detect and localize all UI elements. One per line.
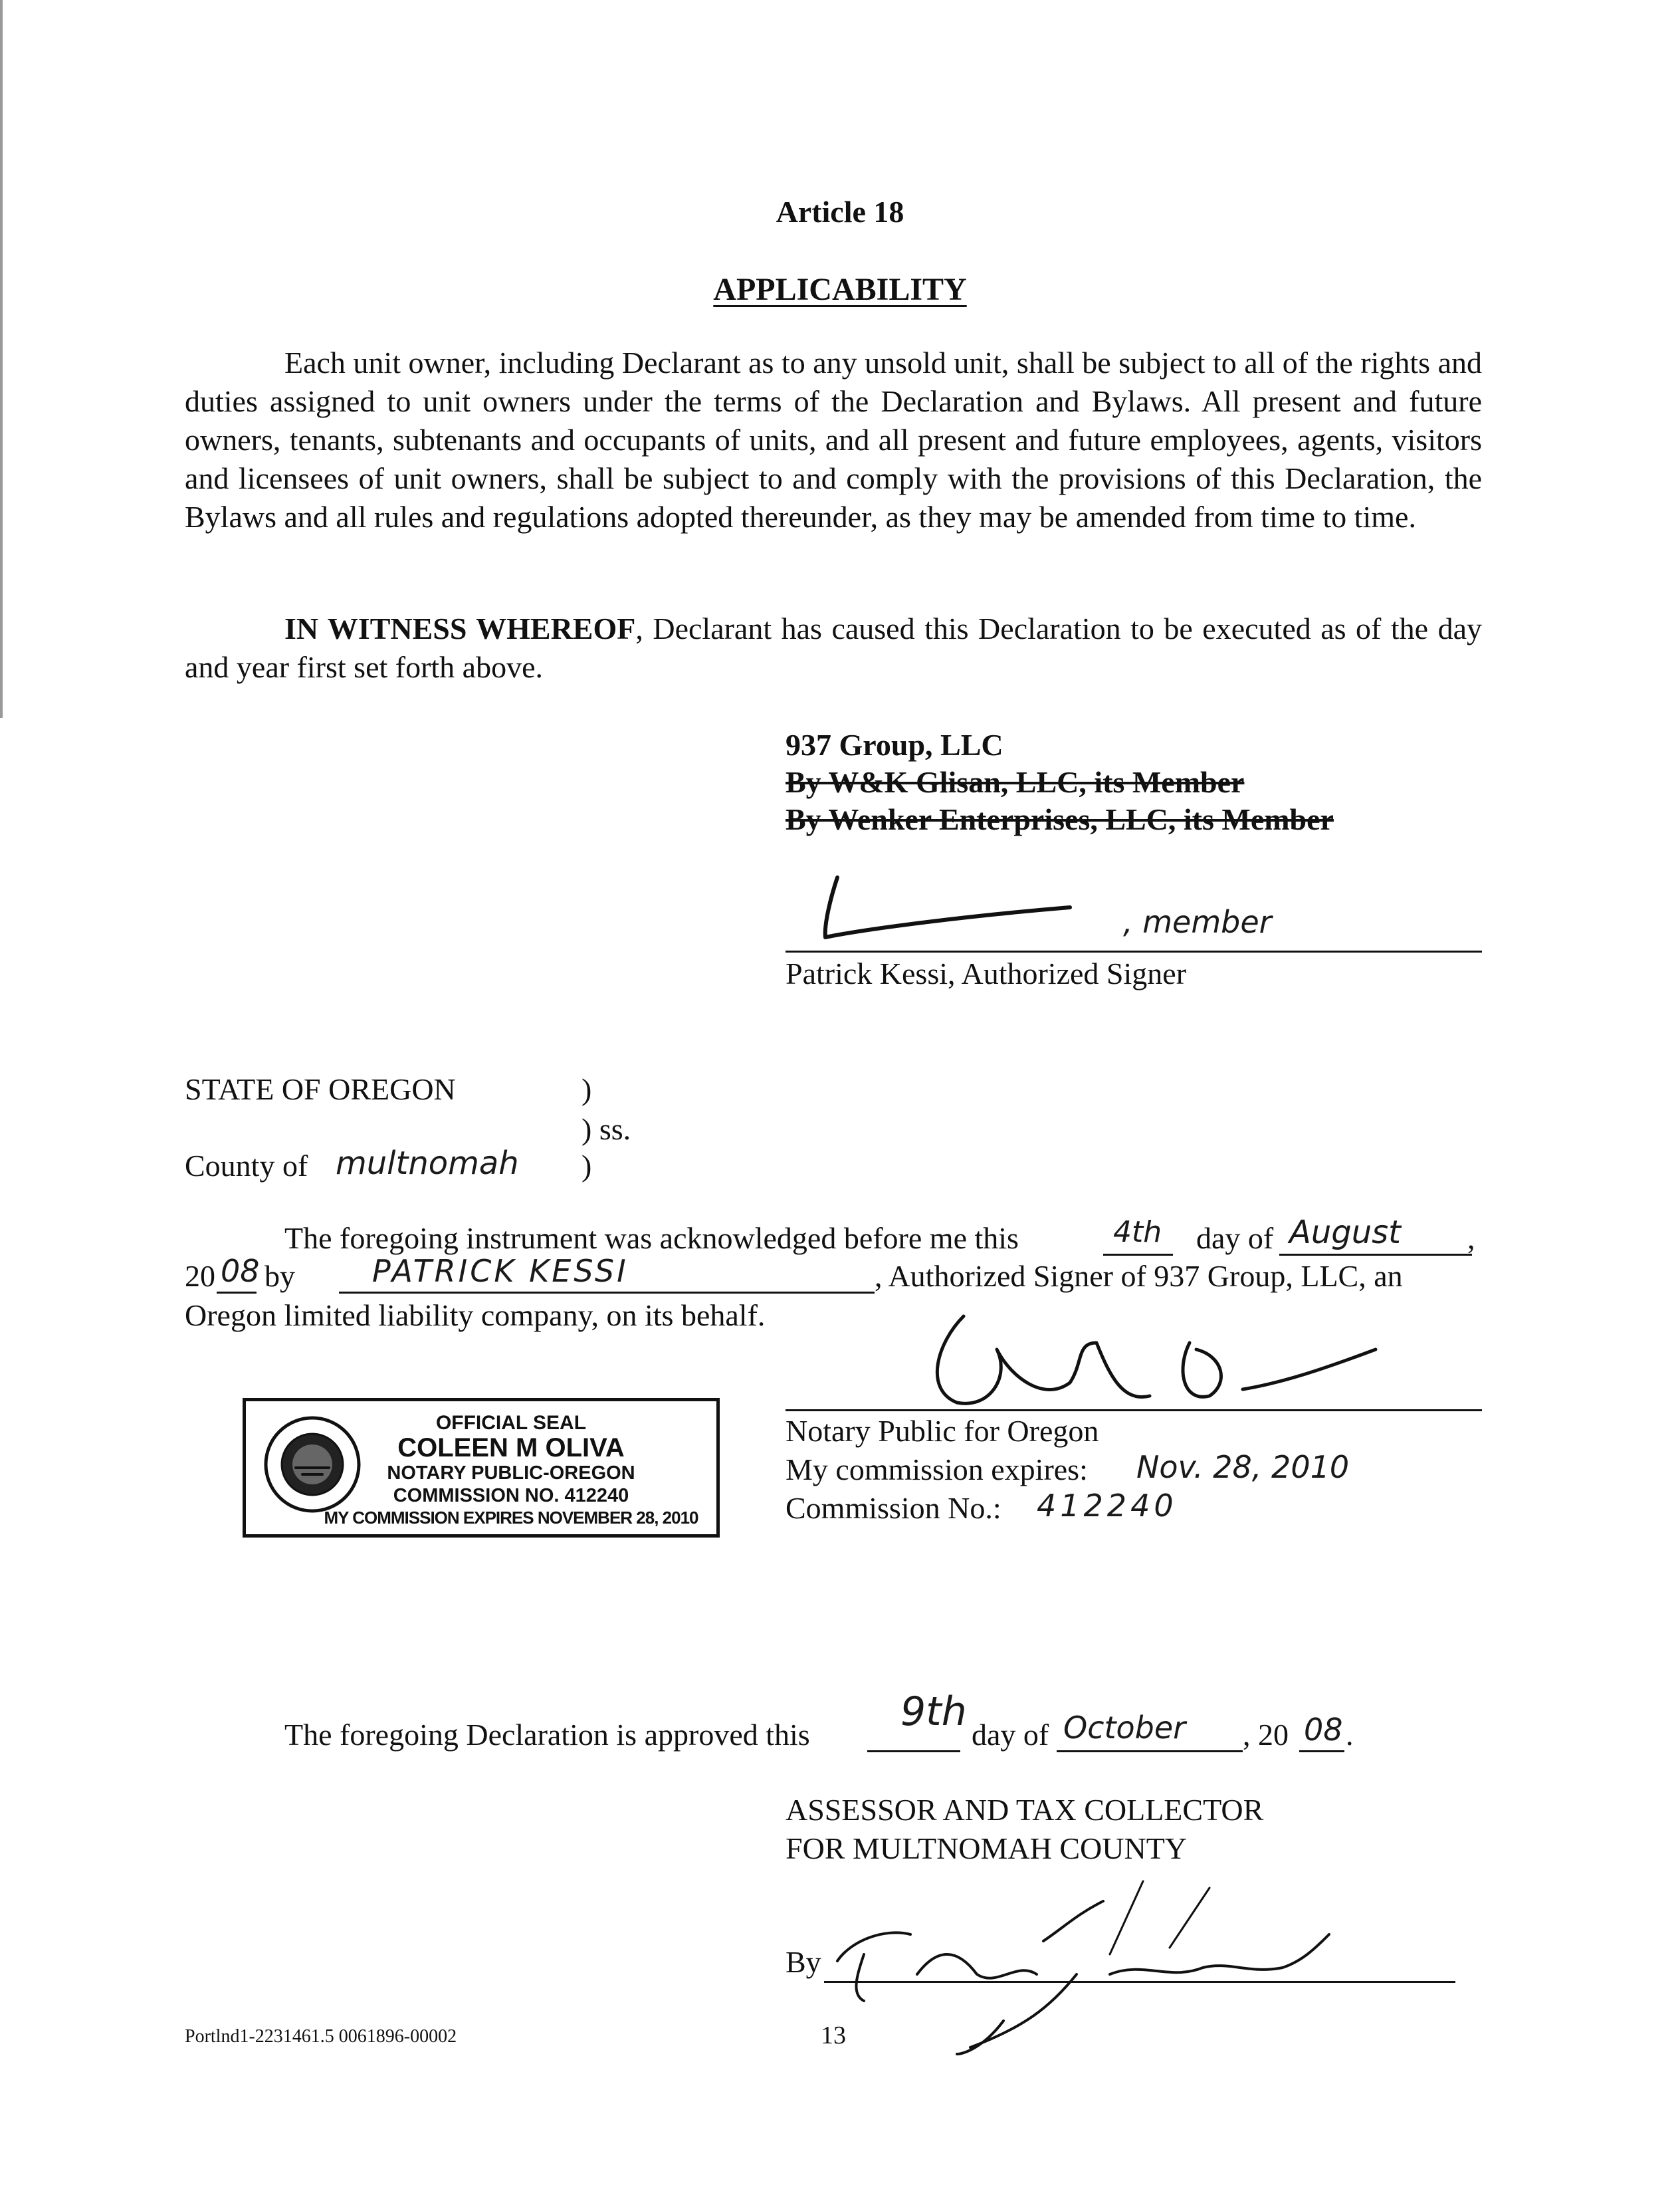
approval-year-prefix: , 20 — [1243, 1718, 1289, 1752]
ack-month-handwritten: August — [1289, 1214, 1401, 1251]
scan-edge-marks — [0, 0, 3, 718]
applicability-paragraph — [185, 344, 1482, 536]
approval-year-handwritten: 08 — [1304, 1712, 1343, 1748]
company-name: 937 Group, LLC — [786, 728, 1003, 762]
notary-signature-line — [786, 1409, 1482, 1411]
ack-by: by — [264, 1259, 295, 1293]
stamp-line-1: OFFICIAL SEAL — [435, 1412, 587, 1434]
commission-expires-handwritten: Nov. 28, 2010 — [1136, 1449, 1350, 1485]
notary-title: Notary Public for Oregon — [786, 1414, 1099, 1448]
assessor-by-label: By — [786, 1945, 821, 1979]
venue-paren-1: ) — [581, 1072, 592, 1106]
ack-text-3: Oregon limited liability company, on its behalf. — [185, 1298, 766, 1332]
ack-year-handwritten: 08 — [221, 1253, 260, 1289]
county-label: County of — [185, 1149, 308, 1183]
approval-text: The foregoing Declaration is approved this — [284, 1718, 810, 1752]
venue-ss: ) ss. — [581, 1112, 631, 1146]
assessor-line-1: ASSESSOR AND TAX COLLECTOR — [786, 1793, 1264, 1827]
approval-year-line — [1299, 1750, 1344, 1752]
commission-number-label: Commission No.: — [786, 1491, 1001, 1525]
signatory-block — [786, 727, 1334, 838]
struck-member-line-1: By W&K Glisan, LLC, its Member — [786, 765, 1245, 799]
stamp-line-3: NOTARY PUBLIC-OREGON — [387, 1462, 635, 1484]
stamp-line-4: COMMISSION NO. 412240 — [393, 1485, 629, 1506]
struck-member-line-2: By Wenker Enterprises, LLC, its Member — [786, 802, 1334, 836]
signature-line-kessi — [786, 951, 1482, 953]
approval-day-handwritten: 9th — [900, 1688, 967, 1735]
ack-text-2: , Authorized Signer of 937 Group, LLC, an — [875, 1259, 1403, 1293]
ack-name-line — [339, 1292, 875, 1294]
commission-number-handwritten: 412240 — [1037, 1488, 1178, 1524]
document-id: Portlnd1-2231461.5 0061896-00002 — [185, 2026, 457, 2047]
page-number: 13 — [821, 2021, 846, 2049]
approval-day-line — [867, 1750, 960, 1752]
approval-month-line — [1057, 1750, 1243, 1752]
witness-lead: IN WITNESS WHEREOF — [284, 612, 636, 645]
assessor-signature — [824, 1875, 1356, 2061]
state-label: STATE OF OREGON — [185, 1072, 456, 1106]
applicability-text: Each unit owner, including Declarant as to any unsold unit, shall be subject to all of the rights and duties assigned to unit owners under the terms of the Declaration and Bylaws. All present and future owners, tenants, subtenants and occupants of units, and all present and future employees, agents, visitors and licensees of unit owners, shall be subject to and comply with the provisions of this Declaration, the Bylaws and all rules and regulations adopted thereunder, as they may be amended from time to time. — [185, 346, 1482, 534]
assessor-line-2: FOR MULTNOMAH COUNTY — [786, 1831, 1188, 1865]
ack-year-line — [217, 1292, 257, 1294]
stamp-line-5: MY COMMISSION EXPIRES NOVEMBER 28, 2010 — [324, 1508, 698, 1528]
notary-signature — [910, 1303, 1389, 1416]
assessor-block — [786, 1791, 1263, 1868]
venue-paren-3: ) — [581, 1149, 592, 1183]
witness-paragraph — [185, 610, 1482, 687]
ack-text-1: The foregoing instrument was acknowledged before me this — [284, 1221, 1019, 1255]
signer-caption: Patrick Kessi, Authorized Signer — [786, 957, 1187, 990]
article-number: Article 18 — [776, 195, 904, 229]
approval-day-of: day of — [972, 1718, 1049, 1752]
ack-day-of: day of — [1196, 1221, 1274, 1255]
commission-expires-label: My commission expires: — [786, 1452, 1088, 1486]
ack-day-line — [1103, 1254, 1173, 1256]
county-handwritten: multnomah — [336, 1145, 519, 1182]
ack-year-prefix: 20 — [185, 1259, 215, 1293]
ack-month-line — [1279, 1254, 1472, 1256]
assessor-signature-line — [824, 1981, 1455, 1983]
article-title: APPLICABILITY — [713, 272, 967, 307]
ack-comma: , — [1467, 1221, 1475, 1255]
stamp-line-2: COLEEN M OLIVA — [397, 1433, 625, 1462]
ack-day-handwritten: 4th — [1113, 1215, 1162, 1249]
approval-period: . — [1346, 1718, 1354, 1752]
witness-text: , Declarant has caused this Declaration to be executed as of the day and year first set forth above. — [185, 612, 1482, 684]
official-seal-stamp — [243, 1398, 720, 1538]
ack-name-handwritten: PATRICK KESSI — [372, 1253, 629, 1289]
member-handwriting: , member — [1123, 904, 1272, 940]
kessi-signature — [817, 871, 1097, 951]
approval-month-handwritten: October — [1063, 1710, 1186, 1746]
